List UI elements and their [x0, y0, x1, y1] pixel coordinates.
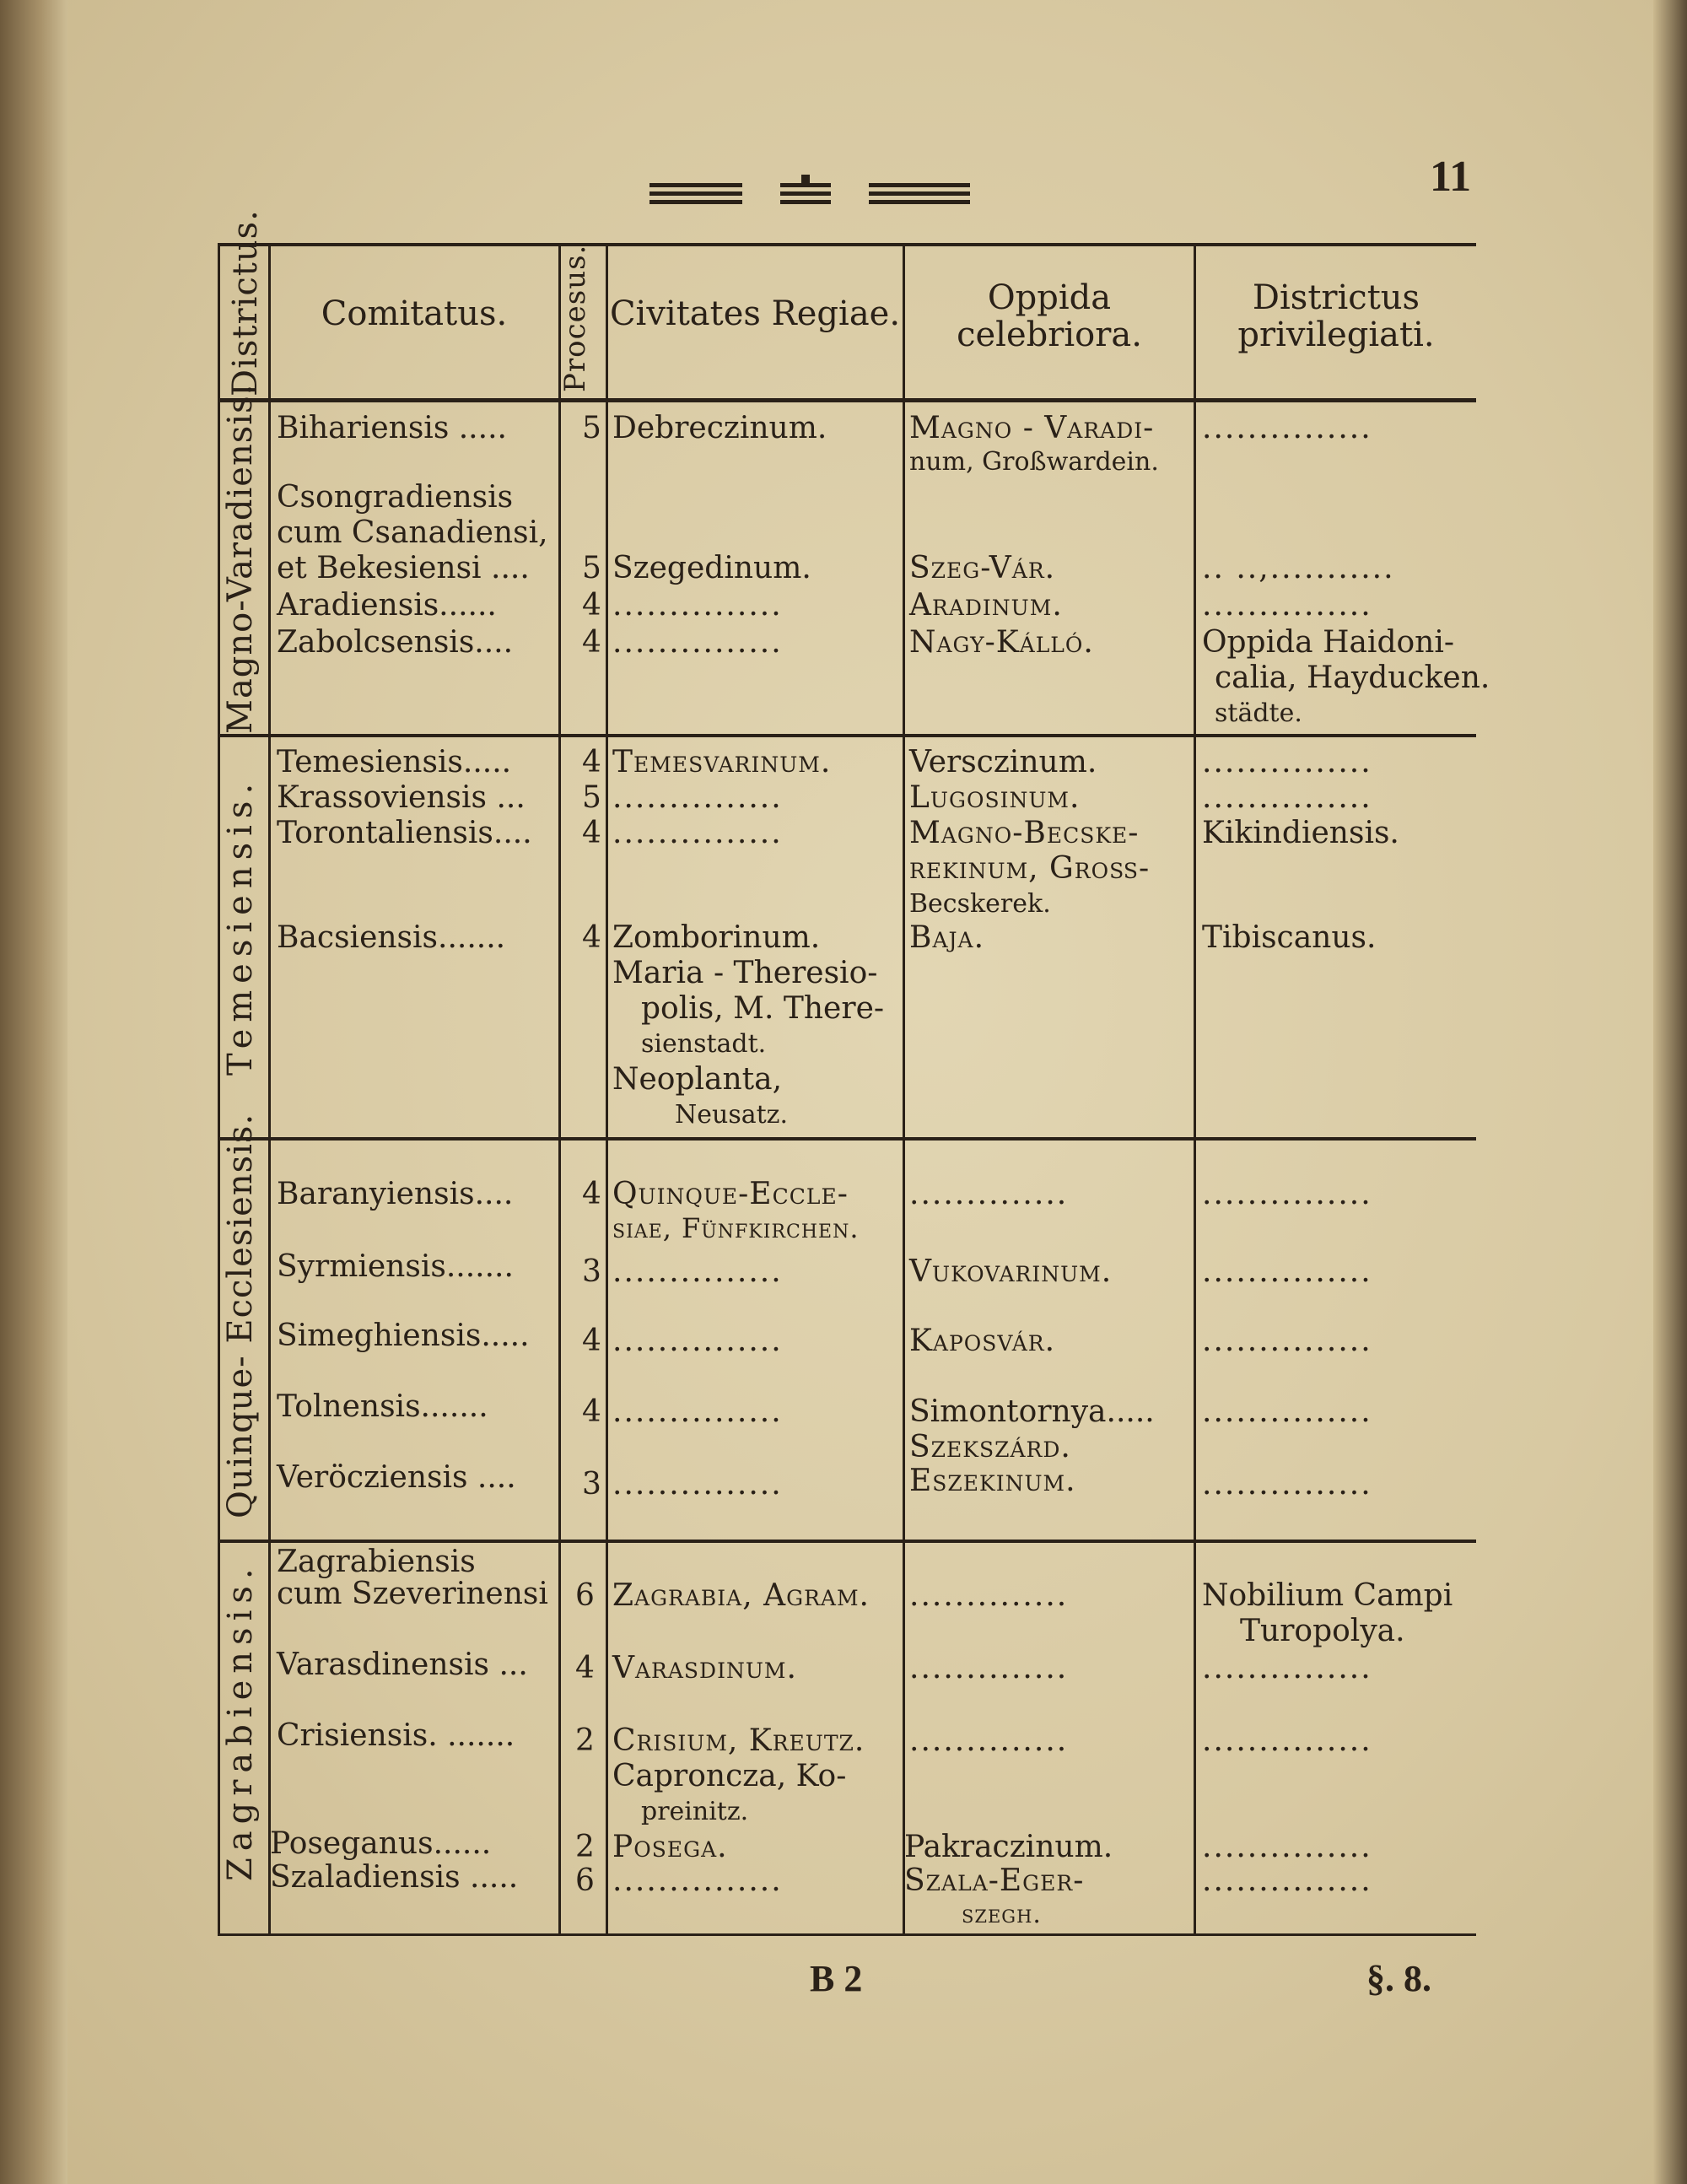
- cell-oppidum-szala-1: Szala-Eger-: [904, 1863, 1085, 1898]
- cell-privilegiati-arad: ...............: [1202, 588, 1372, 623]
- cell-oppidum-csongrad: Szeg-Vár.: [909, 551, 1056, 585]
- cell-privilegiati-varasd: ...............: [1202, 1651, 1372, 1685]
- cell-civitas-szala: ...............: [612, 1863, 783, 1898]
- cell-oppidum-verocz: Eszekinum.: [909, 1464, 1076, 1498]
- header-oppida-line2: celebriora.: [957, 315, 1142, 354]
- cell-civitas-bacs-6: Neusatz.: [675, 1100, 789, 1130]
- cell-comitatus-syrmia: Syrmiensis.......: [277, 1249, 514, 1284]
- cell-civitas-kreutz-3: preinitz.: [641, 1797, 749, 1826]
- header-privilegiati-line2: privilegiati.: [1237, 315, 1435, 354]
- column-line-2: [268, 245, 271, 1936]
- page-edge: [1653, 0, 1687, 2184]
- cell-privilegiati-temes: ...............: [1202, 745, 1372, 779]
- catchword: §. 8.: [1366, 1958, 1431, 1999]
- cell-privilegiati-verocz: ...............: [1202, 1467, 1372, 1502]
- cell-comitatus-bacs: Bacsiensis.......: [277, 920, 506, 955]
- cell-processus-zagrab: 6: [575, 1578, 595, 1613]
- header-oppida-line1: Oppida: [987, 278, 1112, 317]
- cell-oppidum-torontal-1: Magno-Becske-: [909, 816, 1140, 850]
- cell-privilegiati-kreutz: ...............: [1202, 1723, 1372, 1758]
- cell-oppidum-syrmia: Vukovarinum.: [909, 1254, 1113, 1289]
- cell-oppidum-zagrab: ..............: [909, 1578, 1069, 1613]
- cell-civitas-torontal: ...............: [612, 816, 783, 850]
- header-ornament: [649, 173, 1004, 213]
- district-temesiensis: Temesiensis.: [221, 776, 260, 1076]
- cell-processus-szala: 6: [575, 1863, 595, 1898]
- header-privilegiati: [1197, 253, 1475, 380]
- cell-oppidum-tolna-2: Szekszárd.: [909, 1430, 1071, 1464]
- cell-civitas-temes: Temesvarinum.: [612, 745, 832, 779]
- cell-comitatus-varasd: Varasdinensis ...: [277, 1647, 528, 1682]
- cell-comitatus-torontal: Torontaliensis....: [277, 816, 532, 850]
- header-processus: Procesus.: [558, 244, 592, 392]
- cell-processus-arad: 4: [582, 588, 601, 623]
- cell-processus-bihar: 5: [582, 411, 601, 445]
- cell-comitatus-zabolcs: Zabolcsensis....: [277, 625, 514, 660]
- cell-civitas-krasso: ...............: [612, 780, 783, 815]
- cell-civitas-posega: Posega.: [612, 1830, 728, 1864]
- cell-processus-temes: 4: [582, 745, 601, 779]
- cell-processus-tolna: 4: [582, 1394, 601, 1429]
- cell-civitas-simegh: ...............: [612, 1324, 783, 1358]
- cell-processus-baranya: 4: [582, 1177, 601, 1211]
- district-zagrabiensis: Zagrabiensis.: [221, 1561, 260, 1881]
- cell-processus-torontal: 4: [582, 816, 601, 850]
- signature-mark: B 2: [810, 1958, 863, 1999]
- header-privilegiati-line1: Districtus: [1252, 278, 1420, 317]
- cell-processus-kreutz: 2: [575, 1723, 595, 1758]
- cell-processus-krasso: 5: [582, 780, 601, 815]
- column-line-1: [218, 245, 220, 1936]
- column-line-6: [1194, 245, 1196, 1936]
- cell-civitas-kreutz-1: Crisium, Kreutz.: [612, 1723, 865, 1758]
- header-bottom-rule: [218, 398, 1476, 402]
- cell-oppidum-posega: Pakraczinum.: [904, 1830, 1113, 1864]
- group-rule-3: [218, 1540, 1476, 1543]
- cell-civitas-verocz: ...............: [612, 1467, 783, 1502]
- cell-civitas-zagrab: Zagrabia, Agram.: [612, 1578, 870, 1613]
- cell-comitatus-zagrab-1: Zagrabiensis: [277, 1545, 476, 1579]
- header-comitatus: Comitatus.: [321, 294, 508, 333]
- header-districtus: Districtus.: [226, 209, 265, 396]
- column-line-3: [558, 245, 561, 1936]
- cell-civitas-kreutz-2: Caproncza, Ko-: [612, 1759, 847, 1793]
- cell-civitas-bacs-3: polis, M. There-: [641, 991, 885, 1026]
- binding-gutter: [0, 0, 67, 2184]
- cell-comitatus-temes: Temesiensis.....: [277, 745, 512, 779]
- cell-oppidum-kreutz: ..............: [909, 1723, 1069, 1758]
- cell-comitatus-simegh: Simeghiensis.....: [277, 1318, 530, 1353]
- cell-processus-bacs: 4: [582, 920, 601, 955]
- cell-privilegiati-torontal: Kikindiensis.: [1202, 816, 1399, 850]
- cell-privilegiati-csongrad: .. ..,...........: [1202, 551, 1395, 585]
- cell-civitas-bihar: Debreczinum.: [612, 411, 827, 445]
- cell-privilegiati-zabolcs-3: städte.: [1215, 698, 1302, 728]
- header-civitates: Civitates Regiae.: [609, 294, 901, 333]
- cell-oppidum-torontal-2: rekinum, Groß-: [909, 851, 1151, 886]
- cell-privilegiati-krasso: ...............: [1202, 780, 1372, 815]
- column-line-4: [606, 245, 608, 1936]
- cell-civitas-tolna: ...............: [612, 1394, 783, 1429]
- cell-civitas-bacs-4: sienstadt.: [641, 1029, 767, 1059]
- cell-comitatus-csongrad-3: et Bekesiensi ....: [277, 551, 530, 585]
- cell-comitatus-baranya: Baranyiensis....: [277, 1177, 514, 1211]
- cell-oppidum-szala-2: szegh.: [962, 1900, 1042, 1929]
- cell-privilegiati-zabolcs-2: calia, Hayducken.: [1215, 661, 1490, 695]
- cell-civitas-arad: ...............: [612, 588, 783, 623]
- cell-oppidum-zabolcs: Nagy-Kálló.: [909, 625, 1094, 660]
- cell-comitatus-tolna: Tolnensis.......: [277, 1389, 488, 1424]
- cell-privilegiati-posega: ...............: [1202, 1830, 1372, 1864]
- cell-oppidum-temes: Versczinum.: [909, 745, 1097, 779]
- cell-oppidum-krasso: Lugosinum.: [909, 780, 1081, 815]
- cell-processus-varasd: 4: [575, 1651, 595, 1685]
- cell-oppidum-bihar-1: Magno - Varadi-: [909, 411, 1155, 445]
- cell-privilegiati-zabolcs-1: Oppida Haidoni-: [1202, 625, 1455, 660]
- cell-civitas-csongrad: Szegedinum.: [612, 551, 811, 585]
- cell-oppidum-tolna-1: Simontornya.....: [909, 1394, 1155, 1429]
- cell-comitatus-bihar: Bihariensis .....: [277, 411, 507, 445]
- cell-privilegiati-tolna: ...............: [1202, 1394, 1372, 1429]
- cell-privilegiati-bihar: ...............: [1202, 411, 1372, 445]
- cell-comitatus-arad: Aradiensis......: [277, 588, 497, 623]
- cell-comitatus-krasso: Krassoviensis ...: [277, 780, 526, 815]
- cell-civitas-bacs-5: Neoplanta,: [612, 1062, 783, 1097]
- cell-privilegiati-baranya: ...............: [1202, 1177, 1372, 1211]
- cell-processus-posega: 2: [575, 1830, 595, 1864]
- cell-oppidum-arad: Aradinum.: [909, 588, 1063, 623]
- header-oppida: [906, 253, 1193, 380]
- cell-civitas-syrmia: ...............: [612, 1254, 783, 1289]
- column-line-5: [903, 245, 905, 1936]
- cell-civitas-zabolcs: ...............: [612, 625, 783, 660]
- cell-processus-verocz: 3: [582, 1467, 601, 1502]
- cell-oppidum-simegh: Kaposvár.: [909, 1324, 1056, 1358]
- cell-oppidum-torontal-3: Becskerek.: [909, 889, 1051, 919]
- cell-comitatus-kreutz: Crisiensis. .......: [277, 1718, 515, 1753]
- cell-privilegiati-zagrab-1: Nobilium Campi: [1202, 1578, 1453, 1613]
- district-quinque-ecclesiensis: Quinque- Ecclesiensis.: [221, 1113, 260, 1518]
- cell-comitatus-szala: Szaladiensis .....: [270, 1860, 519, 1895]
- group-rule-2: [218, 1137, 1476, 1141]
- cell-comitatus-csongrad-1: Csongradiensis: [277, 480, 514, 515]
- table-bottom-rule: [218, 1933, 1476, 1936]
- cell-privilegiati-zagrab-2: Turopolya.: [1240, 1614, 1405, 1648]
- cell-processus-syrmia: 3: [582, 1254, 601, 1289]
- cell-privilegiati-syrmia: ...............: [1202, 1254, 1372, 1289]
- cell-civitas-bacs-1: Zomborinum.: [612, 920, 821, 955]
- cell-privilegiati-simegh: ...............: [1202, 1324, 1372, 1358]
- cell-privilegiati-bacs: Tibiscanus.: [1202, 920, 1377, 955]
- cell-comitatus-csongrad-2: cum Csanadiensi,: [277, 515, 548, 550]
- cell-processus-zabolcs: 4: [582, 625, 601, 660]
- cell-comitatus-zagrab-2: cum Szeverinensi: [277, 1577, 548, 1611]
- cell-oppidum-varasd: ..............: [909, 1651, 1069, 1685]
- cell-civitas-baranya-2: siae, Fünfkirchen.: [612, 1212, 860, 1244]
- cell-oppidum-bihar-2: num, Großwardein.: [909, 447, 1159, 477]
- cell-civitas-bacs-2: Maria - Theresio-: [612, 956, 878, 990]
- group-rule-1: [218, 734, 1476, 737]
- cell-comitatus-verocz: Veröcziensis ....: [277, 1460, 516, 1495]
- cell-oppidum-bacs: Baja.: [909, 920, 985, 955]
- cell-civitas-baranya-1: Quinque-Eccle-: [612, 1177, 849, 1211]
- cell-comitatus-posega: Poseganus......: [270, 1826, 492, 1861]
- cell-processus-csongrad: 5: [582, 551, 601, 585]
- page-number: 11: [1430, 153, 1472, 201]
- district-magno-varadiensis: Magno-Varadiensis.: [221, 383, 260, 734]
- cell-processus-simegh: 4: [582, 1324, 601, 1358]
- cell-civitas-varasd: Varasdinum.: [612, 1651, 797, 1685]
- cell-privilegiati-szala: ...............: [1202, 1863, 1372, 1898]
- cell-oppidum-baranya: ..............: [909, 1177, 1069, 1211]
